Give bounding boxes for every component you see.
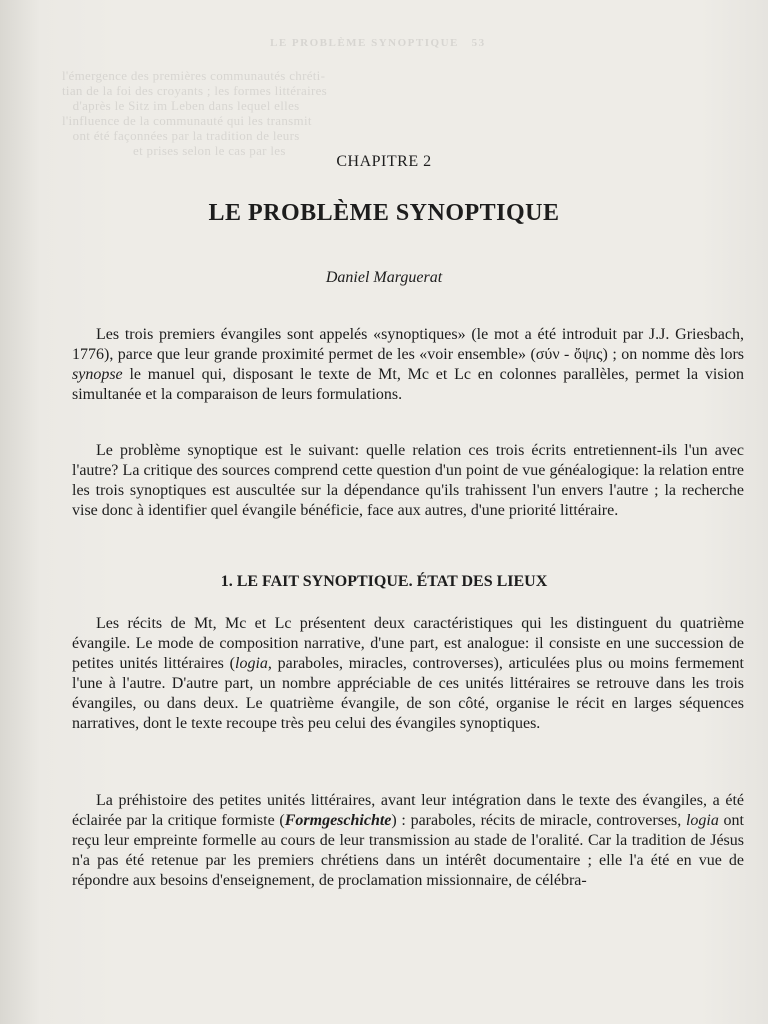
paragraph-problem: Le problème synoptique est le suivant: quelle relation ces trois écrits entretiennent-ils l'un avec l'autre? La critique des sources comprend cette question d'un point de vue généalogique: la relation entre les trois synoptiques est auscultée sur la dépendance qu'ils trahissent l'un envers l'autre ; la recherche vise donc à identifier quel évangile bénéficie, face aux autres, d'une priorité littéraire. (72, 442, 744, 519)
author-name: Daniel Marguerat (325, 269, 443, 286)
emphasis-logia: logia (235, 655, 268, 672)
emphasis-logia-2: logia (685, 812, 719, 829)
bleed-through-header: LE PROBLÈME SYNOPTIQUE 53 (270, 37, 486, 49)
section-heading: 1. LE FAIT SYNOPTIQUE. ÉTAT DES LIEUX (220, 573, 548, 590)
emphasis-synopse: synopse (72, 366, 123, 383)
bleed-through-text: l'émergence des premières communautés chréti- tian de la foi des croyants ; les formes littéraires d'après le Sitz im Leben dans lequel elles l'influence de la communauté qui les transmit ont été façonnées par la tradition de leurs et prises selon le cas par les (62, 68, 328, 158)
emphasis-formgeschichte: Formgeschichte (284, 812, 392, 829)
paragraph-synoptic-fact: Les récits de Mt, Mc et Lc présentent deux caractéristiques qui les distinguent du quatrième évangile. Le mode de composition narrative, d'une part, est analogue: il consiste en une succession de petites unités littéraires (logia, paraboles, miracles, controverses), articulées plus ou moins fermement l'une à l'autre. D'autre part, un nombre appréciable de ces unités littéraires se retrouve dans les trois évangiles, ou dans deux. Le quatrième évangile, de son côté, organise le récit en larges séquences narratives, dont le texte recoupe très peu celui des évangiles synoptiques. (72, 615, 744, 732)
chapter-title: LE PROBLÈME SYNOPTIQUE (208, 200, 560, 226)
paragraph-prehistory: La préhistoire des petites unités littéraires, avant leur intégration dans le texte des évangiles, a été éclairée par la critique formiste (Formgeschichte) : paraboles, récits de miracle, controverses, logia ont reçu leur empreinte formelle au cours de leur transmission au stade de l'oralité. Car la tradition de Jésus n'a pas été retenue par les premiers chrétiens dans un intérêt documentaire ; elle l'a été en vue de répondre aux besoins d'enseignement, de proclamation missionnaire, de célébra- (72, 792, 745, 889)
paragraph-intro: Les trois premiers évangiles sont appelés «synoptiques» (le mot a été introduit par J.J. Griesbach, 1776), parce que leur grande proximité permet de les «voir ensemble» (σύν - ὄψις) ; on nomme dès lors synopse le manuel qui, disposant le texte de Mt, Mc et Lc en colonnes parallèles, permet la vision simultanée et la comparaison de leurs formulations. (72, 326, 744, 403)
chapter-label: CHAPITRE 2 (336, 153, 432, 170)
